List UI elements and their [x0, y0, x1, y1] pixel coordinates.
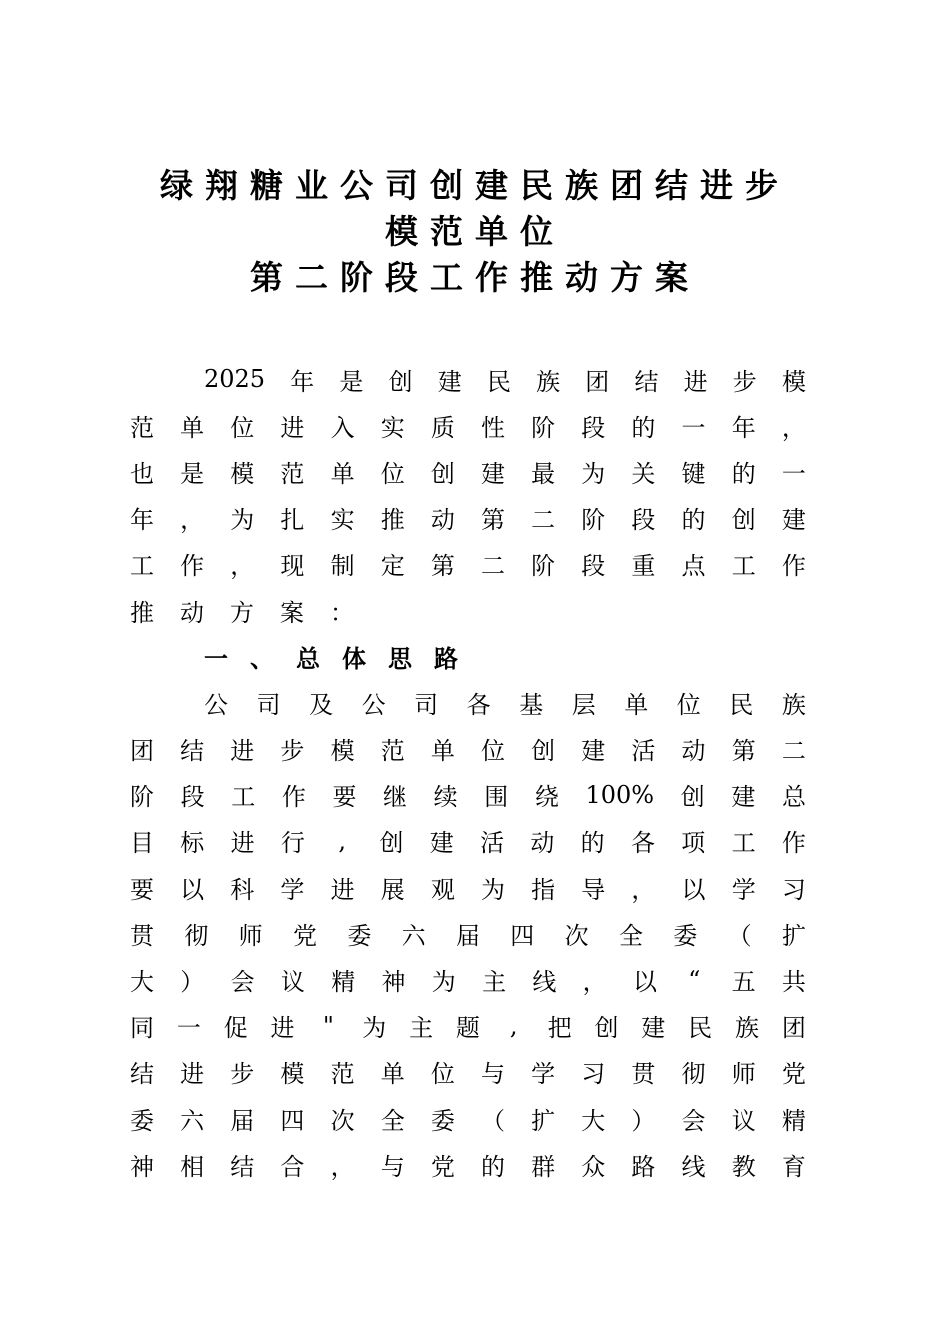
text-char: 各	[630, 829, 655, 858]
text-char: 同	[130, 1014, 154, 1043]
text-char: 共	[781, 968, 806, 997]
text-char: 二	[480, 552, 505, 581]
text-char: 段	[180, 783, 205, 812]
text-char: 创	[430, 459, 455, 488]
text-char: 学	[531, 1060, 556, 1089]
text-char: 步	[230, 1060, 255, 1089]
text-char: 二	[531, 506, 556, 535]
text-char: 单	[380, 1060, 405, 1089]
text-char: 把	[547, 1014, 572, 1043]
text-char: 委	[347, 921, 372, 950]
text-char: 活	[631, 737, 656, 766]
text-char: 二	[781, 737, 806, 766]
text-char: 第	[430, 552, 455, 581]
text-char: 创	[731, 506, 756, 535]
text-char: 公	[361, 690, 386, 719]
text-char: 重	[631, 552, 656, 581]
text-char: 入	[330, 413, 355, 442]
text-char: 会	[230, 968, 255, 997]
text-char: 次	[564, 921, 589, 950]
text-char: 创	[379, 829, 404, 858]
text-char: 司	[414, 690, 439, 719]
text-char: 工	[130, 552, 154, 581]
body-text-line	[130, 818, 806, 864]
text-char: 民	[729, 690, 754, 719]
body-text-line	[130, 495, 806, 541]
title-line-2: 模范单位	[385, 212, 565, 251]
text-char: 为	[431, 968, 456, 997]
text-char: 次	[330, 1106, 355, 1135]
text-char: 建	[480, 459, 505, 488]
text-char: 大	[581, 1106, 606, 1135]
text-char: 年	[731, 413, 756, 442]
text-char: 作	[281, 783, 306, 812]
text-char: 的	[731, 459, 756, 488]
text-char: 单	[330, 459, 355, 488]
text-char: 党	[292, 921, 317, 950]
text-char: 点	[681, 552, 706, 581]
text-char: 要	[130, 875, 154, 904]
text-char: 绕	[534, 783, 559, 812]
text-char: 动	[530, 829, 555, 858]
text-char: 学	[731, 875, 756, 904]
document-body	[130, 356, 806, 1187]
text-char: 团	[130, 737, 154, 766]
text-char: 的	[631, 413, 656, 442]
text-char: 目	[130, 829, 154, 858]
body-text-line	[130, 1141, 806, 1187]
text-char: 2025	[204, 365, 266, 394]
text-char: 师	[731, 1060, 756, 1089]
text-char: ，	[582, 968, 607, 997]
text-char: 精	[331, 968, 356, 997]
text-char: 围	[484, 783, 509, 812]
text-char: ）	[180, 968, 205, 997]
text-char: "	[322, 1011, 334, 1040]
text-char: 导	[581, 875, 606, 904]
text-char: 位	[430, 1060, 455, 1089]
text-char: 一	[681, 413, 706, 442]
text-char: 位	[676, 690, 701, 719]
text-char: 创	[594, 1014, 619, 1043]
body-text-line	[130, 402, 806, 448]
text-char: 方	[230, 598, 254, 627]
text-char: 模	[781, 367, 806, 396]
text-char: 动	[681, 737, 706, 766]
text-char: 动	[430, 506, 455, 535]
text-char: 推	[130, 598, 154, 627]
text-char: 以	[180, 875, 205, 904]
text-char: 线	[681, 1152, 706, 1181]
text-char: 位	[380, 459, 405, 488]
text-char: ,	[509, 1011, 518, 1040]
text-char: 建	[641, 1014, 666, 1043]
text-char: 建	[581, 737, 606, 766]
text-char: 项	[681, 829, 706, 858]
text-char: 步	[732, 367, 757, 396]
text-char: 位	[480, 737, 505, 766]
text-char: 作	[781, 552, 806, 581]
text-char: 贯	[631, 1060, 656, 1089]
text-char: 司	[256, 690, 281, 719]
text-char: 与	[380, 1152, 405, 1181]
text-char: 及	[309, 690, 334, 719]
text-char: 键	[681, 459, 706, 488]
text-char: 第	[480, 506, 505, 535]
text-char: 进	[230, 829, 255, 858]
text-char: 族	[781, 690, 806, 719]
text-char: 工	[731, 829, 756, 858]
text-char: 师	[238, 921, 263, 950]
text-char: 工	[731, 552, 756, 581]
text-char: 为	[362, 1014, 387, 1043]
text-char: 100%	[585, 780, 655, 809]
text-char: 议	[280, 968, 305, 997]
text-char: 位	[230, 413, 255, 442]
text-char: 年	[290, 367, 315, 396]
body-text-line	[130, 541, 806, 587]
text-char: 结	[130, 1060, 154, 1089]
text-char: ，	[230, 552, 255, 581]
text-char: （	[480, 1106, 505, 1135]
text-char: 总	[296, 644, 320, 673]
text-char: 五	[731, 968, 756, 997]
text-char: 的	[580, 829, 605, 858]
text-char: 以	[681, 875, 706, 904]
text-char: 育	[781, 1152, 806, 1181]
text-char: 为	[480, 875, 505, 904]
text-char: 六	[180, 1106, 205, 1135]
text-char: 扎	[280, 506, 305, 535]
text-char: 与	[480, 1060, 505, 1089]
text-char: 相	[180, 1152, 205, 1181]
body-text-line	[130, 956, 806, 1002]
text-char: “	[688, 965, 701, 994]
text-char: 建	[781, 506, 806, 535]
text-char: 扩	[781, 921, 806, 950]
text-char: ，	[180, 506, 205, 535]
text-char: 委	[130, 1106, 154, 1135]
text-char: 各	[466, 690, 491, 719]
text-char: 全	[618, 921, 643, 950]
text-char: 民	[688, 1014, 713, 1043]
text-char: 范	[280, 459, 305, 488]
text-char: 阶	[531, 413, 556, 442]
body-text-line	[130, 1095, 806, 1141]
text-char: 线	[532, 968, 557, 997]
body-text-line	[130, 864, 806, 910]
text-char: 科	[230, 875, 255, 904]
text-char: ,	[338, 826, 346, 855]
text-char: 进	[330, 875, 355, 904]
text-char: 年	[130, 506, 154, 535]
text-char: 大	[130, 968, 154, 997]
text-char: 党	[430, 1152, 455, 1181]
text-char: 议	[731, 1106, 756, 1135]
text-char: 作	[781, 829, 806, 858]
text-char: ）	[631, 1106, 656, 1135]
document-title	[0, 163, 950, 301]
text-char: 届	[230, 1106, 255, 1135]
text-char: 民	[486, 367, 511, 396]
text-char: 一	[781, 459, 806, 488]
text-char: 模	[330, 737, 355, 766]
text-char: 继	[383, 783, 408, 812]
text-char: 四	[510, 921, 535, 950]
text-char: 六	[401, 921, 426, 950]
text-char: 层	[571, 690, 596, 719]
text-char: 指	[531, 875, 556, 904]
text-char: 模	[280, 1060, 305, 1089]
text-char: 性	[480, 413, 505, 442]
text-char: 制	[330, 552, 355, 581]
text-char: 创	[680, 783, 705, 812]
text-char: 单	[430, 737, 455, 766]
text-char: 一	[204, 644, 228, 673]
body-text-line	[130, 1003, 806, 1049]
text-char: 推	[380, 506, 405, 535]
text-char: 彻	[184, 921, 209, 950]
text-char: 思	[388, 644, 412, 673]
text-char: 四	[280, 1106, 305, 1135]
text-char: 阶	[581, 506, 606, 535]
text-char: 路	[434, 644, 458, 673]
text-char: 体	[342, 644, 366, 673]
text-char: 为	[230, 506, 255, 535]
text-char: 建	[731, 783, 756, 812]
text-char: 委	[430, 1106, 455, 1135]
text-char: 最	[531, 459, 556, 488]
text-char: 段	[581, 413, 606, 442]
text-char: 以	[632, 968, 657, 997]
text-char: 总	[781, 783, 806, 812]
text-char: 题	[455, 1014, 480, 1043]
text-char: 基	[519, 690, 544, 719]
text-char: 众	[581, 1152, 606, 1181]
text-char: 续	[433, 783, 458, 812]
text-char: 也	[130, 459, 154, 488]
text-char: 全	[380, 1106, 405, 1135]
text-char: 质	[430, 413, 455, 442]
text-char: 届	[455, 921, 480, 950]
text-char: 合	[280, 1152, 305, 1181]
text-char: 神	[381, 968, 406, 997]
text-char: 主	[409, 1014, 434, 1043]
text-char: 建	[429, 829, 454, 858]
body-text-line	[130, 726, 806, 772]
text-char: 创	[531, 737, 556, 766]
text-char: 的	[480, 1152, 505, 1181]
text-char: 观	[430, 875, 455, 904]
text-char: 案	[280, 598, 304, 627]
text-char: 段	[631, 506, 656, 535]
text-char: 族	[734, 1014, 759, 1043]
text-char: 要	[332, 783, 357, 812]
title-line-1: 绿翔糖业公司创建民族团结进步	[160, 166, 790, 205]
text-char: 单	[624, 690, 649, 719]
text-char: 进	[280, 413, 305, 442]
body-text-line	[130, 587, 806, 633]
body-text-line	[130, 356, 806, 402]
text-char: 教	[731, 1152, 756, 1181]
text-char: 习	[581, 1060, 606, 1089]
text-char: 结	[230, 1152, 255, 1181]
text-char: 建	[437, 367, 462, 396]
text-char: 进	[180, 1060, 205, 1089]
text-char: ，	[631, 875, 656, 904]
text-char: 创	[388, 367, 413, 396]
text-char: 范	[380, 737, 405, 766]
text-char: 标	[180, 829, 205, 858]
text-char: 范	[330, 1060, 355, 1089]
text-char: 模	[230, 459, 255, 488]
text-char: 范	[130, 413, 154, 442]
text-char: 群	[531, 1152, 556, 1181]
text-char: 委	[673, 921, 698, 950]
body-text-line	[130, 448, 806, 494]
body-text-line	[130, 910, 806, 956]
text-char: 实	[330, 506, 355, 535]
text-char: 促	[223, 1014, 248, 1043]
text-char: 的	[681, 506, 706, 535]
text-char: 是	[180, 459, 205, 488]
text-char: 是	[339, 367, 364, 396]
text-char: 神	[130, 1152, 154, 1181]
text-char: 会	[681, 1106, 706, 1135]
text-char: 阶	[531, 552, 556, 581]
text-char: 贯	[130, 921, 154, 950]
text-char: 现	[280, 552, 305, 581]
text-char: 定	[380, 552, 405, 581]
text-char: ：	[330, 598, 354, 627]
section-heading	[130, 633, 806, 679]
text-char: 进	[683, 367, 708, 396]
text-char: 单	[180, 413, 205, 442]
text-char: 步	[280, 737, 305, 766]
text-char: 主	[482, 968, 507, 997]
body-text-line	[130, 1049, 806, 1095]
text-char: ，	[781, 413, 806, 442]
text-char: 动	[180, 598, 204, 627]
text-char: 团	[585, 367, 610, 396]
text-char: 团	[781, 1014, 806, 1043]
text-char: ，	[330, 1152, 355, 1181]
text-char: 活	[480, 829, 505, 858]
text-char: 党	[781, 1060, 806, 1089]
text-char: 行	[280, 829, 305, 858]
text-char: 进	[270, 1014, 295, 1043]
text-char: 族	[536, 367, 561, 396]
text-char: 彻	[681, 1060, 706, 1089]
text-char: 学	[280, 875, 305, 904]
text-char: 工	[231, 783, 256, 812]
text-char: 路	[631, 1152, 656, 1181]
title-line-3: 第二阶段工作推动方案	[250, 258, 700, 297]
text-char: 结	[180, 737, 205, 766]
body-text-line	[130, 679, 806, 725]
text-char: 段	[581, 552, 606, 581]
text-char: 、	[250, 644, 274, 673]
text-char: 公	[204, 690, 228, 719]
text-char: 习	[781, 875, 806, 904]
text-char: 为	[581, 459, 606, 488]
text-char: （	[727, 921, 752, 950]
text-char: 展	[380, 875, 405, 904]
text-char: 结	[634, 367, 659, 396]
body-text-line	[130, 772, 806, 818]
text-char: 作	[180, 552, 205, 581]
text-char: 第	[731, 737, 756, 766]
text-char: 关	[631, 459, 656, 488]
text-char: 精	[781, 1106, 806, 1135]
text-char: 一	[176, 1014, 201, 1043]
text-char: 扩	[531, 1106, 556, 1135]
text-char: 实	[380, 413, 405, 442]
text-char: 进	[230, 737, 255, 766]
text-char: 阶	[130, 783, 154, 812]
